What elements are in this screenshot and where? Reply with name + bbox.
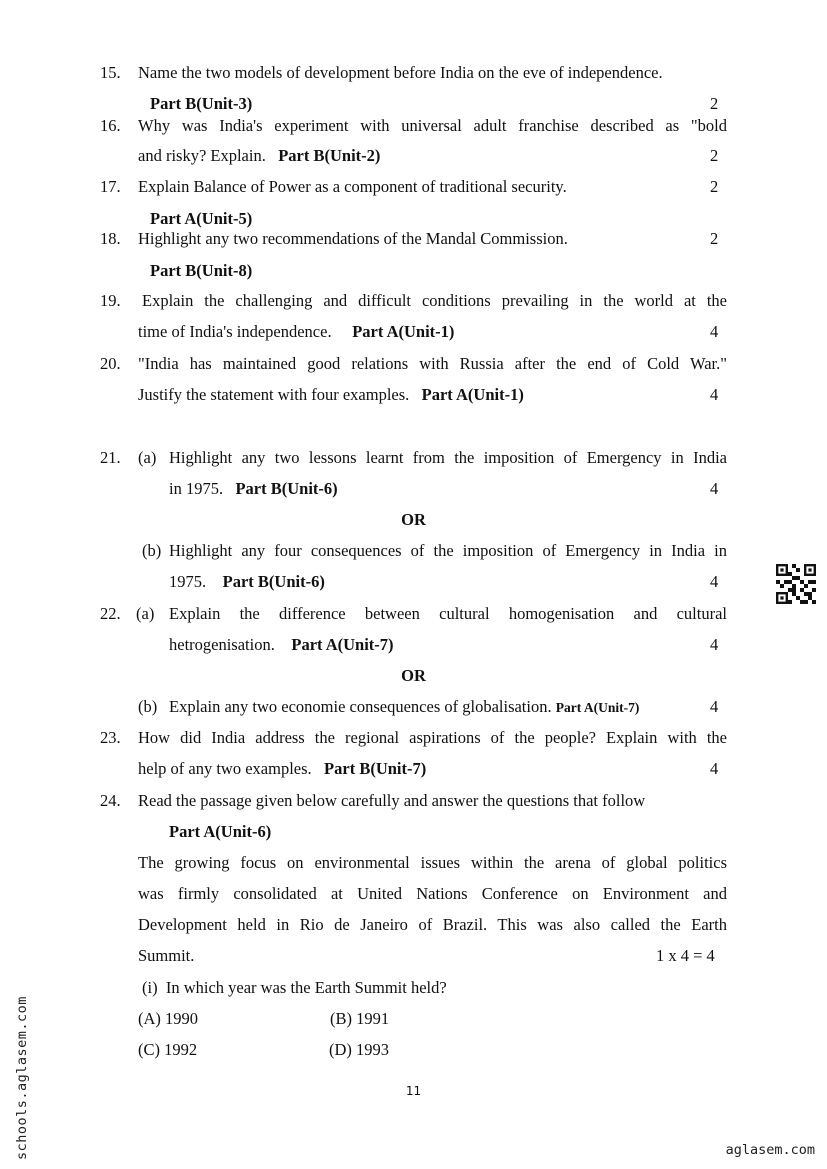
part-label: Part A(Unit-1) <box>352 322 455 341</box>
passage-line: The growing focus on environmental issues within the arena of global politics <box>138 853 727 872</box>
marks: 2 <box>710 229 719 248</box>
question-text-line2 <box>138 322 454 342</box>
question-text: Highlight any two lessons learnt from the imposition of Emergency in India <box>169 448 727 467</box>
mcq-option: (C) 1992 <box>138 1040 198 1059</box>
question-number: 18. <box>100 229 121 248</box>
marks: 4 <box>710 479 719 498</box>
question-text: How did India address the regional aspirations of the people? Explain with the <box>138 728 727 747</box>
mcq-option: (B) 1991 <box>330 1009 390 1028</box>
part-label: Part A(Unit-6) <box>169 822 272 841</box>
question-text: hetrogenisation. <box>169 635 275 654</box>
question-text: Explain Balance of Power as a component of traditional security. <box>138 177 567 196</box>
part-label: Part A(Unit-7) <box>291 635 394 654</box>
question-text: Explain any two economie consequences of globalisation. <box>169 697 552 716</box>
option-label: (b) <box>142 541 162 560</box>
marks: 2 <box>710 177 719 196</box>
question-text-line2 <box>138 385 524 405</box>
part-label: Part B(Unit-6) <box>235 479 338 498</box>
question-text: Explain the challenging and difficult conditions prevailing in the world at the <box>142 291 727 310</box>
question-text-line2 <box>138 759 426 779</box>
watermark-side: schools.aglasem.com <box>14 996 30 1160</box>
question-number: 19. <box>100 291 121 310</box>
watermark-corner: aglasem.com <box>725 1142 815 1158</box>
page-number: 11 <box>405 1084 422 1098</box>
part-label: Part B(Unit-6) <box>222 572 325 591</box>
question-number: 24. <box>100 791 121 810</box>
part-label: Part B(Unit-7) <box>324 759 427 778</box>
question-number: 22. <box>100 604 121 623</box>
mcq-option: (A) 1990 <box>138 1009 199 1028</box>
marks: 4 <box>710 322 719 341</box>
question-text: help of any two examples. <box>138 759 312 778</box>
question-text: Highlight any four consequences of the imposition of Emergency in India in <box>169 541 727 560</box>
option-label: (a) <box>136 604 155 623</box>
or-separator: OR <box>401 666 426 685</box>
part-label: Part B(Unit-8) <box>150 261 253 280</box>
question-text: 1975. <box>169 572 207 591</box>
question-text: Read the passage given below carefully and answer the questions that follow <box>138 791 646 810</box>
passage-line: Development held in Rio de Janeiro of Brazil. This was also called the Earth <box>138 915 727 934</box>
question-text: in 1975. <box>169 479 224 498</box>
question-number: 23. <box>100 728 121 747</box>
qr-code-icon <box>776 564 816 604</box>
option-label: (b) <box>138 697 158 716</box>
question-text: Justify the statement with four examples. <box>138 385 410 404</box>
question-number: 20. <box>100 354 121 373</box>
question-text-line2 <box>138 146 380 166</box>
passage-line: Summit. <box>138 946 195 965</box>
question-text: time of India's independence. <box>138 322 332 341</box>
marks: 4 <box>710 635 719 654</box>
marks: 2 <box>710 146 719 165</box>
or-separator: OR <box>401 510 426 529</box>
question-text: Name the two models of development before India on the eve of independence. <box>138 63 663 82</box>
marks: 4 <box>710 385 719 404</box>
marks: 1 x 4 = 4 <box>656 946 715 965</box>
marks: 4 <box>710 759 719 778</box>
question-text-line2 <box>169 635 394 655</box>
part-label: Part B(Unit-3) <box>150 94 253 113</box>
sub-question: (i) In which year was the Earth Summit held? <box>142 978 447 997</box>
question-number: 17. <box>100 177 121 196</box>
question-number: 21. <box>100 448 121 467</box>
part-label: Part A(Unit-5) <box>150 209 253 228</box>
part-label: Part A(Unit-1) <box>421 385 524 404</box>
part-label: Part B(Unit-2) <box>278 146 381 165</box>
question-text-line2 <box>169 479 338 499</box>
question-number: 15. <box>100 63 121 82</box>
question-text: Explain the difference between cultural homogenisation and cultural <box>169 604 727 623</box>
mcq-option: (D) 1993 <box>329 1040 390 1059</box>
question-number: 16. <box>100 116 121 135</box>
question-text: "India has maintained good relations with Russia after the end of Cold War." <box>138 354 727 373</box>
question-text-line2 <box>169 572 325 592</box>
option-label: (a) <box>138 448 157 467</box>
question-text: and risky? Explain. <box>138 146 266 165</box>
question-text: Why was India's experiment with universal adult franchise described as "bold <box>138 116 727 135</box>
marks: 2 <box>710 94 719 113</box>
marks: 4 <box>710 572 719 591</box>
marks: 4 <box>710 697 719 716</box>
passage-line: was firmly consolidated at United Nations Conference on Environment and <box>138 884 727 903</box>
question-text-line <box>169 697 639 718</box>
question-text: Highlight any two recommendations of the Mandal Commission. <box>138 229 568 248</box>
part-label: Part A(Unit-7) <box>555 700 640 715</box>
